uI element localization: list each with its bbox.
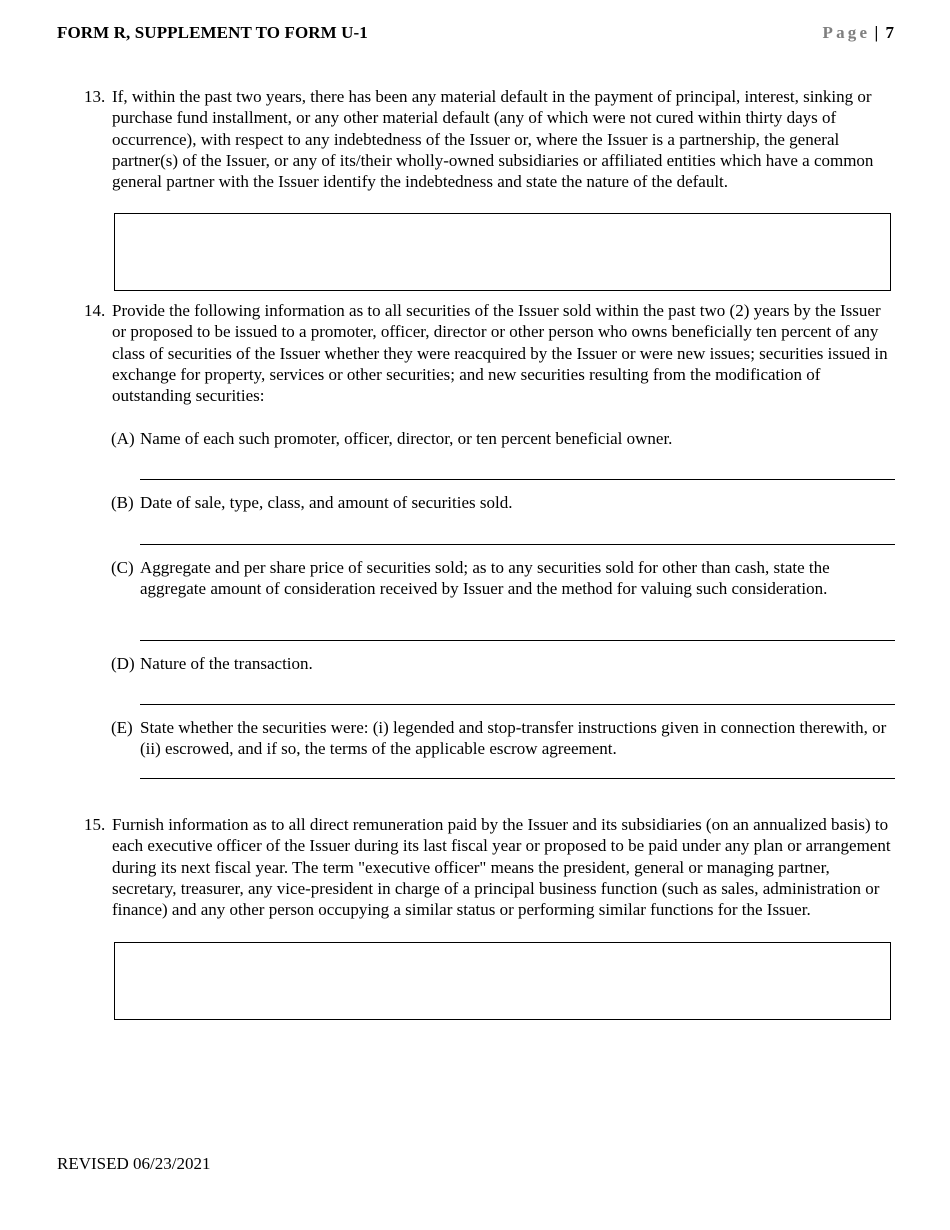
- form-title: FORM R, SUPPLEMENT TO FORM U-1: [57, 23, 368, 42]
- page-separator: |: [874, 23, 879, 42]
- question-14-number: 14.: [84, 301, 106, 320]
- subitem-b-answer-line[interactable]: [140, 544, 895, 545]
- subitem-e-label: (E): [111, 718, 133, 737]
- question-15: [84, 814, 896, 920]
- page-word: Page: [822, 23, 871, 42]
- question-13-answer-box[interactable]: [114, 213, 891, 291]
- subitem-d-text: Nature of the transaction.: [140, 654, 313, 673]
- subitem-e-text: State whether the securities were: (i) legended and stop-transfer instructions given in connection therewith, or (ii) escrowed, and if so, the terms of the applicable escrow agreement.: [140, 718, 887, 759]
- question-14-subitem-d: [111, 653, 896, 674]
- subitem-d-answer-line[interactable]: [140, 704, 895, 705]
- subitem-c-text: Aggregate and per share price of securities sold; as to any securities sold for other than cash, state the aggregate amount of consideration received by Issuer and the method for valuing such consideration.: [140, 558, 830, 599]
- page-indicator: [823, 22, 894, 43]
- question-13-text: If, within the past two years, there has been any material default in the payment of principal, interest, sinking or purchase fund installment, or any other material default (any of which were not cured within thirty days of occurrence), with respect to any indebtedness of the Issuer or, where the Issuer is a partnership, the general partner(s) of the Issuer, or any of its/their wholly-owned subsidiaries or affiliated entities which have a common general partner with the Issuer identify the indebtedness and state the nature of the default.: [112, 87, 874, 192]
- subitem-a-label: (A): [111, 429, 135, 448]
- question-15-text: Furnish information as to all direct remuneration paid by the Issuer and its subsidiaries (on an annualized basis) to each executive officer of the Issuer during its last fiscal year or proposed to be paid under any plan or arrangement during its next fiscal year. The term "executive officer" means the president, general or managing partner, secretary, treasurer, any vice-president in charge of a principal business function (such as sales, administration or finance) and any other person occupying a similar status or performing similar functions for the Issuer.: [112, 815, 891, 920]
- question-14-subitem-c: [111, 557, 896, 600]
- subitem-b-label: (B): [111, 493, 134, 512]
- subitem-b-text: Date of sale, type, class, and amount of securities sold.: [140, 493, 513, 512]
- subitem-c-answer-line[interactable]: [140, 640, 895, 641]
- question-13-number: 13.: [84, 87, 106, 106]
- question-14-subitem-a: [111, 428, 896, 449]
- subitem-d-label: (D): [111, 654, 135, 673]
- question-14: [84, 300, 896, 406]
- question-13: [84, 86, 896, 192]
- subitem-a-text: Name of each such promoter, officer, director, or ten percent beneficial owner.: [140, 429, 673, 448]
- subitem-e-answer-line[interactable]: [140, 778, 895, 779]
- question-14-text: Provide the following information as to all securities of the Issuer sold within the past two (2) years by the Issuer or proposed to be issued to a promoter, officer, director or other person who owns beneficially ten percent of any class of securities of the Issuer whether they were reacquired by the Issuer or were new issues; securities issued in exchange for property, services or other securities; and new securities resulting from the modification of outstanding securities:: [112, 301, 888, 406]
- question-14-subitem-e: [111, 717, 896, 760]
- question-15-answer-box[interactable]: [114, 942, 891, 1020]
- question-15-number: 15.: [84, 815, 106, 834]
- revised-date: REVISED 06/23/2021: [57, 1154, 211, 1173]
- subitem-a-answer-line[interactable]: [140, 479, 895, 480]
- subitem-c-label: (C): [111, 558, 134, 577]
- page-number: 7: [885, 23, 894, 42]
- question-14-subitem-b: [111, 492, 896, 513]
